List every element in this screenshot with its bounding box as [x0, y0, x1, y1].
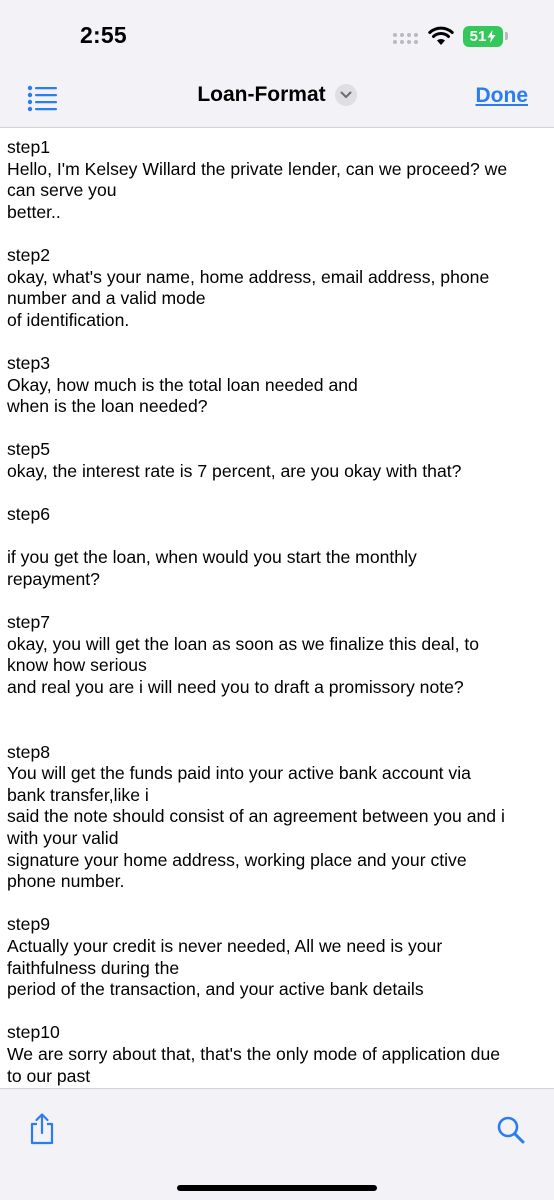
bolt-icon: [487, 30, 496, 43]
document-line: step10: [7, 1022, 60, 1043]
document-line: of identification.: [7, 309, 130, 330]
battery-cap: [505, 32, 508, 40]
battery-charging-icon: [463, 26, 503, 47]
document-line: step2: [7, 244, 51, 265]
document-line: [7, 483, 547, 505]
share-icon: [28, 1113, 56, 1145]
document-line: [7, 418, 547, 440]
done-button[interactable]: Done: [475, 84, 528, 107]
document-line: when is the loan needed?: [7, 396, 208, 417]
title-menu-button[interactable]: [335, 84, 357, 106]
home-indicator: [177, 1185, 377, 1191]
document-line: Okay, how much is the total loan needed and: [7, 374, 358, 395]
share-button[interactable]: [28, 1113, 56, 1145]
document-line: bank transfer,like i: [7, 784, 149, 805]
document-line: if you get the loan, when would you start the monthly: [7, 547, 417, 568]
document-title: Loan-Format: [197, 83, 326, 106]
search-icon: [496, 1115, 526, 1145]
document-line: Actually your credit is never needed, All we need is your: [7, 935, 443, 956]
document-line: [7, 720, 547, 742]
search-button[interactable]: [496, 1115, 526, 1145]
document-line: faithfulness during the: [7, 957, 180, 978]
document-line: We are sorry about that, that's the only mode of application due: [7, 1043, 501, 1064]
document-line: step6: [7, 504, 51, 525]
document-line: know how serious: [7, 655, 147, 676]
bottom-toolbar: [0, 1088, 554, 1200]
title-group: [0, 83, 554, 107]
status-time: 2:55: [80, 22, 127, 48]
document-line: [7, 698, 547, 720]
document-line: [7, 223, 547, 245]
document-line: step9: [7, 914, 51, 935]
document-line: phone number.: [7, 871, 125, 892]
status-bar: [0, 0, 554, 68]
document-line: can serve you: [7, 180, 117, 201]
document-line: period of the transaction, and your active bank details: [7, 979, 424, 1000]
document-line: step5: [7, 439, 51, 460]
document-line: said the note should consist of an agreement between you and i: [7, 806, 505, 827]
battery-level: 51: [469, 28, 487, 45]
document-line: and real you are i will need you to draft a promissory note?: [7, 676, 464, 697]
document-line: [7, 331, 547, 353]
document-line: with your valid: [7, 828, 119, 848]
document-view[interactable]: [0, 129, 554, 1088]
document-line: okay, you will get the loan as soon as we finalize this deal, to: [7, 633, 480, 654]
document-line: signature your home address, working place and your ctive: [7, 849, 467, 870]
document-line: step3: [7, 352, 51, 373]
navigation-bar: [0, 68, 554, 128]
document-line: [7, 590, 547, 612]
chevron-down-icon: [340, 91, 352, 99]
document-line: You will get the funds paid into your active bank account via: [7, 763, 471, 784]
cellular-signal-icon: [393, 33, 418, 37]
document-line: step7: [7, 612, 51, 633]
document-line: okay, what's your name, home address, email address, phone: [7, 266, 490, 287]
document-line: [7, 1001, 547, 1023]
wifi-icon: [428, 26, 454, 46]
document-line: step1: [7, 137, 51, 157]
document-line: [7, 526, 547, 548]
document-line: okay, the interest rate is 7 percent, are you okay with that?: [7, 460, 462, 481]
document-line: number and a valid mode: [7, 288, 206, 309]
document-line: repayment?: [7, 568, 100, 589]
document-line: [7, 893, 547, 915]
document-text: [0, 129, 554, 1109]
document-line: to our past: [7, 1065, 91, 1086]
document-line: step8: [7, 741, 51, 762]
document-line: Hello, I'm Kelsey Willard the private lender, can we proceed? we: [7, 158, 508, 179]
document-line: better..: [7, 201, 61, 222]
